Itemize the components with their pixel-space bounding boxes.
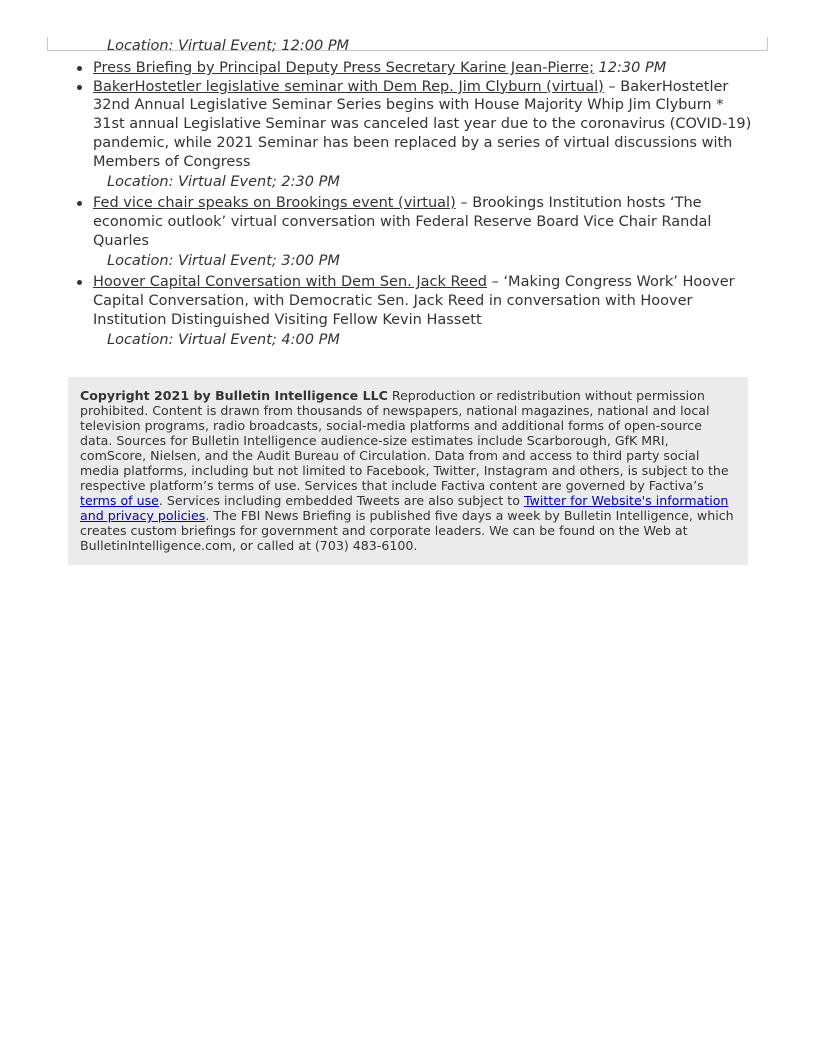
footer-text: Reproduction or redistribution without permission prohibited. Content is drawn from thousands of newspapers, national magazines, national and local television programs, radio broadcasts, social-media platforms and additional forms of open-source data. Sources for Bulletin Intelligence audience-size estimates include Scarborough, GfK MRI, comScore, Nielsen, and the Audit Bureau of Circulation. Data from and access to third party social media platforms, including but not limited to Facebook, Twitter, Instagram and others, is subject to the respective platform’s terms of use. Services that include Factiva content are governed by Factiva’s bbox=[80, 388, 729, 493]
list-item bbox=[93, 78, 753, 193]
copyright-heading: Copyright 2021 by Bulletin Intelligence LLC bbox=[80, 388, 388, 403]
terms-of-use-link[interactable]: terms of use bbox=[80, 493, 159, 508]
event-title-link[interactable]: BakerHostetler legislative seminar with Dem Rep. Jim Clyburn (virtual) bbox=[93, 78, 604, 95]
event-location: Location: Virtual Event; 2:30 PM bbox=[107, 174, 340, 191]
event-location: Location: Virtual Event; 12:00 PM bbox=[107, 38, 350, 54]
footer-text: . Services including embedded Tweets are also subject to bbox=[158, 493, 524, 508]
event-location: Location: Virtual Event; 3:00 PM bbox=[107, 253, 340, 270]
twitter-policy-link[interactable]: Twitter for Website's information and privacy policies bbox=[80, 493, 729, 523]
event-list bbox=[0, 59, 753, 352]
event-title-link[interactable]: Fed vice chair speaks on Brookings event (virtual) bbox=[93, 195, 456, 212]
event-description: – ‘Making Congress Work’ Hoover Capital Conversation, with Democratic Sen. Jack Reed in conversation with Hoover Institution Distinguished Visiting Fellow Kevin Hassett bbox=[93, 274, 735, 328]
event-time: 12:30 PM bbox=[593, 60, 667, 76]
footer-text: . The FBI News Briefing is published five days a week by Bulletin Intelligence, which creates custom briefings for government and corporate leaders. We can be found on the Web at BulletinIntelligence.com, or called at (703) 483-6100. bbox=[80, 508, 734, 553]
event-location: Location: Virtual Event; 4:00 PM bbox=[107, 332, 340, 349]
event-title-link[interactable]: Press Briefing by Principal Deputy Press Secretary Karine Jean-Pierre; bbox=[93, 60, 594, 76]
event-title-link[interactable]: Hoover Capital Conversation with Dem Sen. Jack Reed bbox=[93, 274, 487, 291]
list-item bbox=[93, 194, 753, 271]
event-description: – Brookings Institution hosts ‘The economic outlook’ virtual conversation with Federal Reserve Board Vice Chair Randal Quarles bbox=[93, 195, 712, 249]
event-description: – BakerHostetler 32nd Annual Legislative Seminar Series begins with House Majority Whip Jim Clyburn * 31st annual Legislative Seminar was canceled last year due to the coronavirus (COVID-19) pandemic, while 2021 Seminar has been replaced by a series of virtual discussions with Members of Congress bbox=[93, 78, 752, 170]
list-item bbox=[93, 273, 753, 350]
list-item bbox=[93, 59, 753, 78]
copyright-footer bbox=[68, 377, 748, 565]
